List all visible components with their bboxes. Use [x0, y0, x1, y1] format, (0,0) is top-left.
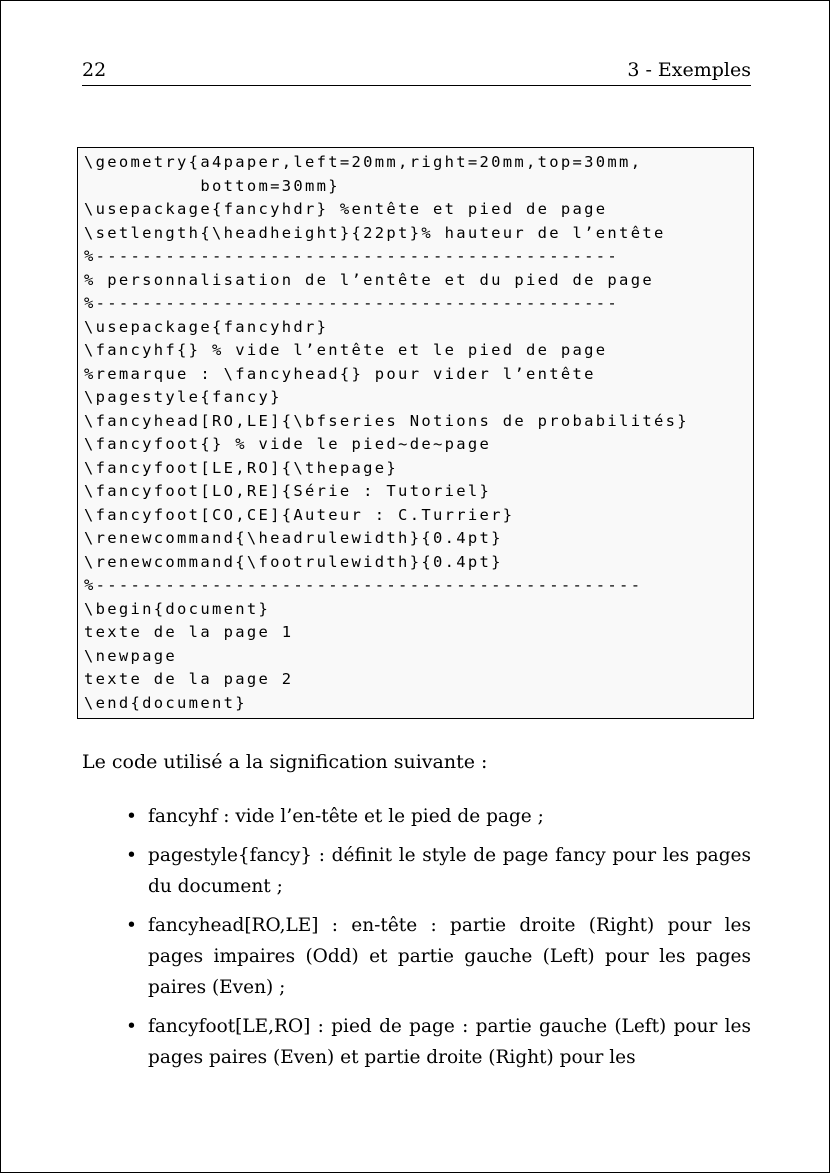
- code-line: \fancyfoot{} % vide le pied~de~page: [84, 435, 492, 453]
- list-item: [82, 801, 751, 832]
- code-line: \setlength{\headheight}{22pt}% hauteur de l’entête: [84, 224, 666, 242]
- code-line: \usepackage{fancyhdr}: [84, 318, 329, 336]
- code-line: %---------------------------------------------: [84, 294, 620, 312]
- code-line: %-----------------------------------------------: [84, 576, 643, 594]
- bullet-icon: •: [126, 915, 137, 936]
- intro-paragraph: Le code utilisé a la signification suivante :: [82, 751, 488, 773]
- bullet-icon: •: [126, 806, 137, 827]
- code-line: texte de la page 1: [84, 623, 294, 641]
- code-line: \geometry{a4paper,left=20mm,right=20mm,top=30mm,: [84, 153, 643, 171]
- section-title: 3 - Exemples: [627, 59, 751, 81]
- code-line: \renewcommand{\headrulewidth}{0.4pt}: [84, 529, 503, 547]
- code-line: \fancyfoot[LO,RE]{Série : Tutoriel}: [84, 482, 492, 500]
- page-header: [82, 57, 751, 86]
- code-line: \end{document}: [84, 694, 247, 712]
- code-line: \newpage: [84, 647, 178, 665]
- code-line: \pagestyle{fancy}: [84, 388, 282, 406]
- list-item-text: fancyhf : vide l’en-tête et le pied de page ;: [148, 806, 544, 827]
- code-line: % personnalisation de l’entête et du pied de page: [84, 271, 654, 289]
- list-item: [82, 910, 751, 1003]
- bullet-list: [82, 801, 751, 1081]
- code-line: \renewcommand{\footrulewidth}{0.4pt}: [84, 553, 503, 571]
- list-item-text: fancyhead[RO,LE] : en-tête : partie droite (Right) pour les pages impaires (Odd) et partie gauche (Left) pour les pages paires (Even) ;: [148, 915, 751, 998]
- code-line: \fancyhf{} % vide l’entête et le pied de page: [84, 341, 608, 359]
- code-line: bottom=30mm}: [84, 177, 340, 195]
- list-item-text: fancyfoot[LE,RO] : pied de page : partie gauche (Left) pour les pages paires (Even) et partie droite (Right) pour les: [148, 1016, 751, 1068]
- code-line: \begin{document}: [84, 600, 271, 618]
- page-number: 22: [82, 59, 107, 81]
- code-listing: [77, 147, 754, 719]
- code-line: \fancyfoot[CO,CE]{Auteur : C.Turrier}: [84, 506, 515, 524]
- list-item: [82, 1011, 751, 1073]
- code-line: \fancyhead[RO,LE]{\bfseries Notions de probabilités}: [84, 412, 689, 430]
- code-line: %remarque : \fancyhead{} pour vider l’entête: [84, 365, 596, 383]
- code-line: \fancyfoot[LE,RO]{\thepage}: [84, 459, 399, 477]
- bullet-icon: •: [126, 1016, 137, 1037]
- code-line: texte de la page 2: [84, 670, 294, 688]
- code-line: \usepackage{fancyhdr} %entête et pied de page: [84, 200, 608, 218]
- list-item-text: pagestyle{fancy} : définit le style de page fancy pour les pages du document ;: [148, 845, 751, 897]
- list-item: [82, 840, 751, 902]
- code-line: %---------------------------------------------: [84, 247, 620, 265]
- bullet-icon: •: [126, 845, 137, 866]
